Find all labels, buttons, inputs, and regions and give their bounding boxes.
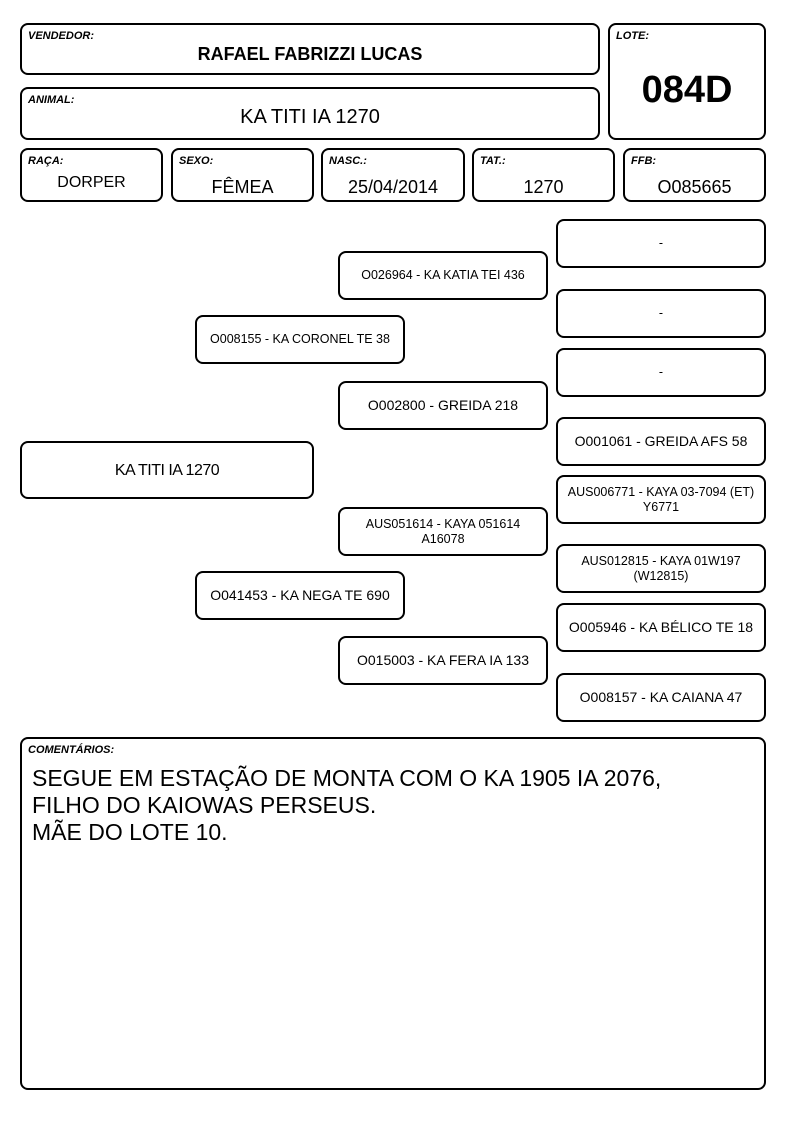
comment-line: MÃE DO LOTE 10. bbox=[32, 819, 228, 845]
raca-label: RAÇA: bbox=[28, 155, 64, 167]
pedigree-dam-sire: AUS051614 - KAYA 051614 A16078 bbox=[338, 507, 548, 556]
animal-label: ANIMAL: bbox=[28, 94, 75, 106]
raca-box bbox=[20, 148, 163, 202]
ffb-box bbox=[623, 148, 766, 202]
nasc-box bbox=[321, 148, 465, 202]
tat-value: 1270 bbox=[523, 177, 564, 197]
raca-value: DORPER bbox=[57, 174, 126, 191]
pedigree-g3-2: - bbox=[556, 289, 766, 338]
tat-label: TAT.: bbox=[480, 155, 506, 167]
nasc-value: 25/04/2014 bbox=[347, 177, 439, 197]
animal-value: KA TITI IA 1270 bbox=[240, 106, 380, 128]
pedigree-sire-dam: O002800 - GREIDA 218 bbox=[338, 381, 548, 430]
pedigree-g3-3: - bbox=[556, 348, 766, 397]
animal-box bbox=[20, 87, 600, 140]
sexo-box bbox=[171, 148, 314, 202]
pedigree-sire: O008155 - KA CORONEL TE 38 bbox=[195, 315, 405, 364]
pedigree-g3-6: AUS012815 - KAYA 01W197 (W12815) bbox=[556, 544, 766, 593]
pedigree-g3-8: O008157 - KA CAIANA 47 bbox=[556, 673, 766, 722]
comment-line: FILHO DO KAIOWAS PERSEUS. bbox=[32, 792, 377, 818]
pedigree-g3-5: AUS006771 - KAYA 03-7094 (ET) Y6771 bbox=[556, 475, 766, 524]
lote-value: 084D bbox=[641, 69, 733, 111]
vendedor-value: RAFAEL FABRIZZI LUCAS bbox=[197, 44, 423, 64]
ffb-value: O085665 bbox=[657, 177, 732, 197]
pedigree-g3-1: - bbox=[556, 219, 766, 268]
nasc-label: NASC.: bbox=[329, 155, 367, 167]
lote-box bbox=[608, 23, 766, 140]
comment-line: SEGUE EM ESTAÇÃO DE MONTA COM O KA 1905 IA 2076, bbox=[32, 765, 662, 791]
sexo-value: FÊMEA bbox=[211, 177, 274, 197]
pedigree-dam: O041453 - KA NEGA TE 690 bbox=[195, 571, 405, 620]
pedigree-dam-dam: O015003 - KA FERA IA 133 bbox=[338, 636, 548, 685]
vendedor-label: VENDEDOR: bbox=[28, 30, 95, 42]
sexo-label: SEXO: bbox=[179, 155, 214, 167]
comments-text bbox=[32, 765, 661, 846]
ffb-label: FFB: bbox=[631, 155, 657, 167]
pedigree-sire-sire: O026964 - KA KATIA TEI 436 bbox=[338, 251, 548, 300]
pedigree-g3-4: O001061 - GREIDA AFS 58 bbox=[556, 417, 766, 466]
pedigree-animal: KA TITI IA 1270 bbox=[20, 441, 314, 499]
lote-label: LOTE: bbox=[616, 30, 649, 42]
comments-label: COMENTÁRIOS: bbox=[28, 744, 115, 756]
tat-box bbox=[472, 148, 615, 202]
vendedor-box bbox=[20, 23, 600, 75]
comments-box bbox=[20, 737, 766, 1090]
pedigree-g3-7: O005946 - KA BÉLICO TE 18 bbox=[556, 603, 766, 652]
